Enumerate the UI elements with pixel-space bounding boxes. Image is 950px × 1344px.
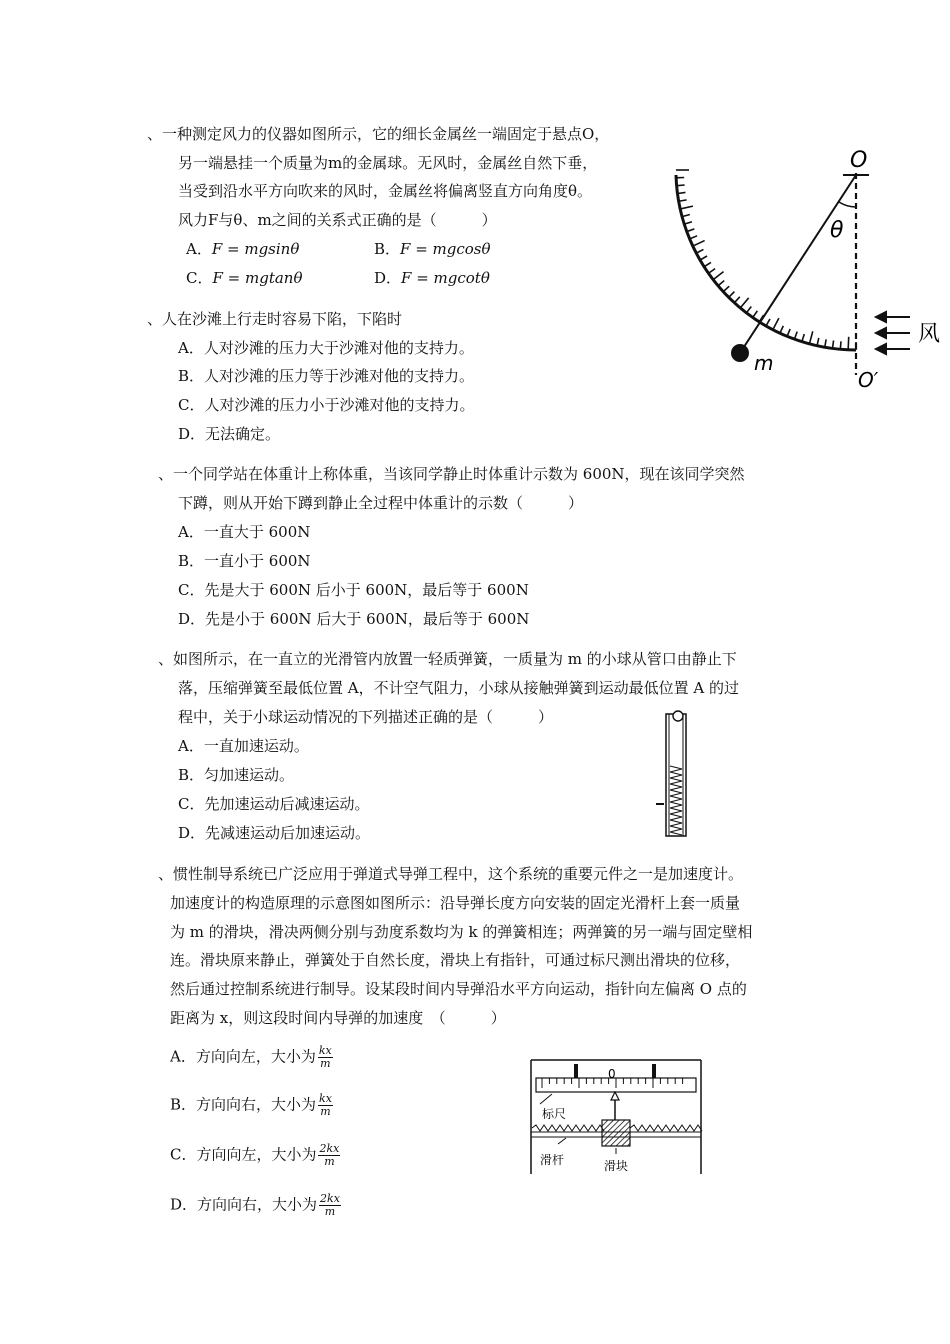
q4-option-a: A．一直加速运动。 [178,737,309,755]
scale-tick [690,236,697,239]
scale-tick [766,319,770,326]
scale-tick [693,241,705,246]
q5-option-d [170,1193,341,1218]
q4-line-2: 落，压缩弹簧至最低位置 A，不计空气阻力，小球从接触弹簧到运动最低位置 A 的过 [178,679,739,697]
option-formula: F = mgcosθ [400,240,491,258]
q2-line-1: 、人在沙滩上行走时容易下陷，下陷时 [147,310,403,328]
fraction-denominator: m [320,1105,331,1118]
q2-option-d: D．无法确定。 [178,425,281,443]
scale-tick [709,269,716,274]
right-spring [630,1125,702,1131]
fraction-numerator: kx [318,1044,332,1057]
scale-tick [753,311,758,318]
option-formula: F = mgsinθ [211,240,300,258]
q5-line-1: 、惯性制导系统已广泛应用于弹道式导弹工程中，这个系统的重要元件之一是加速度计。 [158,865,744,883]
label-wind: 风 [918,322,941,347]
scale-tick [682,215,690,217]
q4-option-b: B．匀加速运动。 [178,766,295,784]
q4-option-d: D．先减速运动后加速运动。 [178,824,371,842]
q1-line-2: 另一端悬挂一个质量为m的金属球。无风时，金属丝自然下垂， [178,154,598,172]
scale-tick [704,262,711,266]
fraction-numerator: 2kx [320,1192,340,1205]
slider-block [602,1120,630,1146]
q3-line-2: 下蹲，则从开始下蹲到静止全过程中体重计的示数（ ） [178,494,584,512]
option-letter: C． [186,269,213,287]
rod-label: 滑杆 [540,1153,565,1167]
scale-tick [833,341,834,349]
label-o-prime: O′ [858,368,879,392]
scale-ticks [676,170,856,350]
fraction [318,1143,340,1168]
rod-leader [558,1138,566,1144]
q3-option-c: C．先是大于 600N 后小于 600N，最后等于 600N [178,581,529,599]
q2-option-b: B．人对沙滩的压力等于沙滩对他的支持力。 [178,367,475,385]
scale-tick [787,329,790,336]
fraction-denominator: m [320,1057,331,1070]
scale-tick [700,256,707,260]
option-text: A．方向向左，大小为 [170,1047,316,1066]
option-text: B．方向向右，大小为 [170,1095,317,1114]
option-letter: B． [374,240,401,258]
scale-tick [684,222,692,224]
label-o: O [850,148,868,173]
small-ball [673,711,683,721]
scale-tick [696,249,703,253]
label-theta: θ [830,218,844,243]
pointer-head [611,1092,619,1100]
q5-line-3: 为 m 的滑块，滑决两侧分别与劲度系数均为 k 的弹簧相连；两弹簧的另一端与固定壁相 [170,923,753,941]
tube-spring-figure [650,706,700,838]
q2-option-a: A．人对沙滩的压力大于沙滩对他的支持力。 [178,339,474,357]
scale-tick [713,272,723,280]
scale-tick [809,331,812,344]
fraction [318,1093,333,1118]
scale-tick [677,185,685,186]
scale-tick [848,337,849,350]
ruler-clamp-left [574,1064,578,1078]
q1-option-b [374,239,491,259]
theta-arc [839,202,856,207]
scale-tick [687,229,695,232]
scale-tick [678,192,686,193]
ruler-leader [540,1094,552,1104]
ruler-label: 标尺 [542,1107,567,1121]
scale-tick [723,286,729,291]
fraction-numerator: kx [319,1092,332,1105]
q3-option-a: A．一直大于 600N [178,523,311,541]
option-formula: F = mgcotθ [401,269,490,287]
q3-option-d: D．先是小于 600N 后大于 600N，最后等于 600N [178,610,530,628]
zero-label: 0 [608,1067,616,1081]
scale-tick [773,318,779,330]
label-m: m [754,351,774,375]
q1-line-3: 当受到沿水平方向吹来的风时，金属丝将偏离竖直方向角度θ。 [178,182,593,200]
option-text: D．方向向右，大小为 [170,1195,318,1214]
q5-line-5: 然后通过控制系统进行制导。设某段时间内导弹沿水平方向运动，指针向左偏离 O 点的 [170,980,747,998]
scale-tick [734,297,739,303]
left-spring [532,1125,604,1131]
q1-line-4: 风力F与θ、m之间的关系式正确的是（ ） [178,211,497,229]
scale-tick [794,332,797,340]
wind-arrows [876,312,910,354]
q3-option-b: B．一直小于 600N [178,552,311,570]
fraction-numerator: 2kx [319,1142,340,1155]
q5-option-b [170,1093,333,1118]
fraction-denominator: m [324,1205,336,1218]
q1-option-c [186,268,302,288]
scale-tick [740,298,748,308]
scale-tick [718,281,724,286]
spring [670,766,682,835]
q5-line-4: 连。滑块原来静止，弹簧处于自然长度，滑块上有指针，可通过标尺测出滑块的位移， [170,951,741,969]
option-letter: D． [374,269,402,287]
scale-tick [746,306,751,312]
scale-tick [680,206,693,209]
fraction [319,1193,341,1218]
accelerometer-figure [528,1058,704,1178]
q4-line-1: 、如图所示，在一直立的光滑管内放置一轻质弹簧，一质量为 m 的小球从管口由静止下 [158,650,737,668]
q1-line-1: 、一种测定风力的仪器如图所示，它的细长金属丝一端固定于悬点O， [147,125,610,143]
fraction [318,1045,333,1070]
fraction-denominator: m [324,1155,335,1168]
q1-option-d [374,268,490,288]
metal-wire [740,175,856,353]
wind-gauge-figure [660,145,950,395]
scale-arc [676,175,856,350]
option-text: C．方向向左，大小为 [170,1145,317,1164]
option-letter: A． [186,240,212,258]
q4-line-3: 程中，关于小球运动情况的下列描述正确的是（ ） [178,708,554,726]
ruler-clamp-right [652,1064,656,1078]
scale-tick [780,326,783,333]
q2-option-c: C．人对沙滩的压力小于沙滩对他的支持力。 [178,396,475,414]
q3-line-1: 、一个同学站在体重计上称体重，当该同学静止时体重计示数为 600N，现在该同学突然 [158,465,745,483]
q5-option-c [170,1143,340,1168]
q5-option-a [170,1045,333,1070]
slider-label: 滑块 [604,1159,629,1173]
q5-line-6: 距离为 x，则这段时间内导弹的加速度 （ ） [170,1009,506,1027]
metal-ball [731,344,749,362]
option-formula: F = mgtanθ [212,269,303,287]
scale-tick [729,292,735,298]
q1-option-a [186,239,299,259]
scale-tick [840,341,841,349]
q4-option-c: C．先加速运动后减速运动。 [178,795,370,813]
q5-line-2: 加速度计的构造原理的示意图如图所示：沿导弹长度方向安装的固定光滑杆上套一质量 [170,894,741,912]
